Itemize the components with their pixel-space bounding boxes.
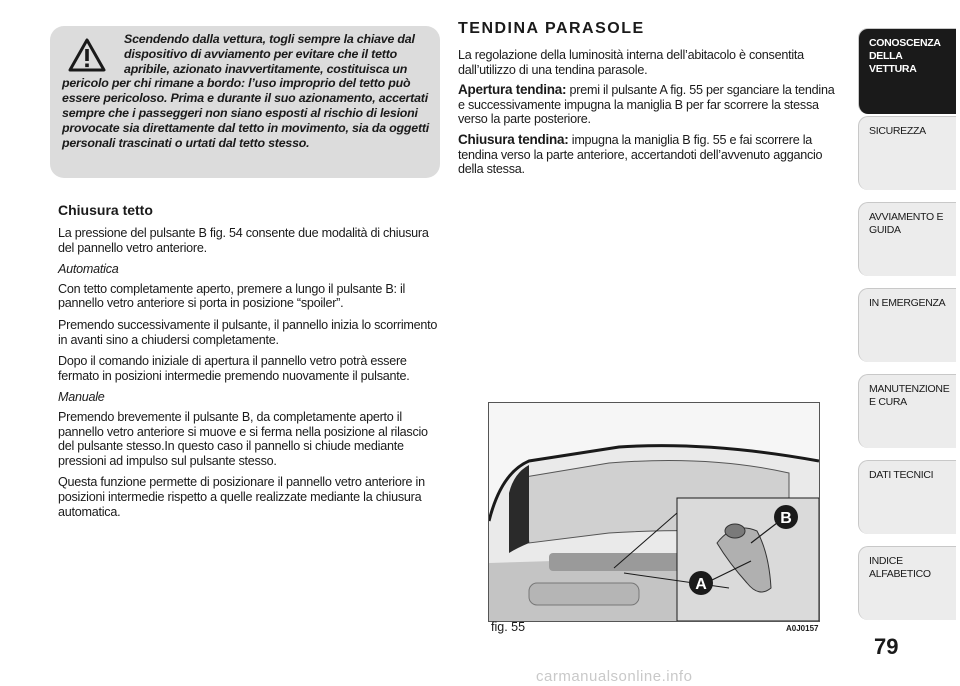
watermark: carmanualsonline.info (536, 668, 693, 685)
section-heading-tendina-parasole: TENDINA PARASOLE (458, 20, 645, 37)
tab-dati-tecnici[interactable]: DATI TECNICI (858, 460, 956, 534)
subheading-manuale: Manuale (58, 390, 105, 405)
tab-indice-alfabetico[interactable]: INDICE ALFABETICO (858, 546, 956, 620)
tab-avviamento-e-guida[interactable]: AVVIAMENTO E GUIDA (858, 202, 956, 276)
right-column (458, 20, 843, 183)
tab-manutenzione-e-cura[interactable]: MANUTENZIONE E CURA (858, 374, 956, 448)
apertura-text: premi il pulsante A fig. 55 per sganciare la tendina e successivamente impugna la maniglia B per far scorrere la stessa verso la parte posteriore. (458, 83, 835, 127)
paragraph: Con tetto completamente aperto, premere a lungo il pulsante B: il pannello vetro anteriore si porta in posizione “spoiler”. (58, 281, 406, 311)
paragraph: La pressione del pulsante B fig. 54 consente due modalità di chiusura del pannello vetro anteriore. (58, 226, 429, 255)
tab-sicurezza[interactable]: SICUREZZA (858, 116, 956, 190)
paragraph: Questa funzione permette di posizionare il pannello vetro anteriore in posizioni intermedie rispetto a quelle realizzate mediante la chiusura automatica. (58, 475, 425, 519)
paragraph: La regolazione della luminosità interna dell’abitacolo è consentita dall’utilizzo di una tendina parasole. (458, 48, 804, 77)
paragraph: Premendo brevemente il pulsante B, da completamente aperto il pannello vetro anteriore si muove e si ferma nella posizione al rilascio del pulsante stesso.In questo caso il pannello si chiude mediante pressioni ad impulso sul pulsante stesso. (58, 409, 428, 468)
warning-box (50, 26, 440, 178)
figure-code: A0J0157 (786, 624, 819, 633)
figure-55 (488, 402, 820, 622)
callout-b-label: B (780, 510, 792, 527)
chapter-sidebar (858, 28, 960, 648)
tab-conoscenza-della-vettura[interactable]: CONOSCENZA DELLA VETTURA (858, 28, 956, 114)
chiusura-lead: Chiusura tendina: (458, 131, 569, 147)
sunshade-illustration (489, 403, 819, 621)
paragraph: Premendo successivamente il pulsante, il pannello inizia lo scorrimento in avanti sino a chiudersi completamente. (58, 317, 438, 347)
paragraph-apertura (458, 83, 843, 127)
subheading-automatica: Automatica (58, 262, 119, 277)
paragraph-chiusura (458, 133, 843, 177)
chiusura-text: impugna la maniglia B fig. 55 e fai scorrere la tendina verso la parte anteriore, accertandoti dell’avvenuto aggancio della stessa. (458, 132, 823, 177)
tab-in-emergenza[interactable]: IN EMERGENZA (858, 288, 956, 362)
apertura-lead: Apertura tendina: (458, 82, 567, 98)
left-column (58, 202, 443, 526)
page-number: 79 (874, 634, 899, 659)
figure-caption: fig. 55 (491, 620, 526, 634)
section-heading-chiusura-tetto: Chiusura tetto (58, 202, 153, 218)
paragraph: Dopo il comando iniziale di apertura il pannello vetro potrà essere fermato in posizioni intermedie premendo nuovamente il pulsante. (58, 354, 410, 383)
callout-a-label: A (695, 576, 707, 593)
warning-text: Scendendo dalla vettura, togli sempre la chiave dal dispositivo di avviamento per evitare che il tetto apribile, azionato inavvertitamente, costituisca un pericolo per chi rimane a bordo: l’uso improprio del tetto può essere pericoloso. Prima e durante il suo azionamento, accertati sempre che i passeggeri non siano esposti al rischio di lesioni provocate sia direttamente dal tetto in movimento, sia da oggetti personali trascinati o urtati dal tetto stesso. (62, 32, 430, 150)
